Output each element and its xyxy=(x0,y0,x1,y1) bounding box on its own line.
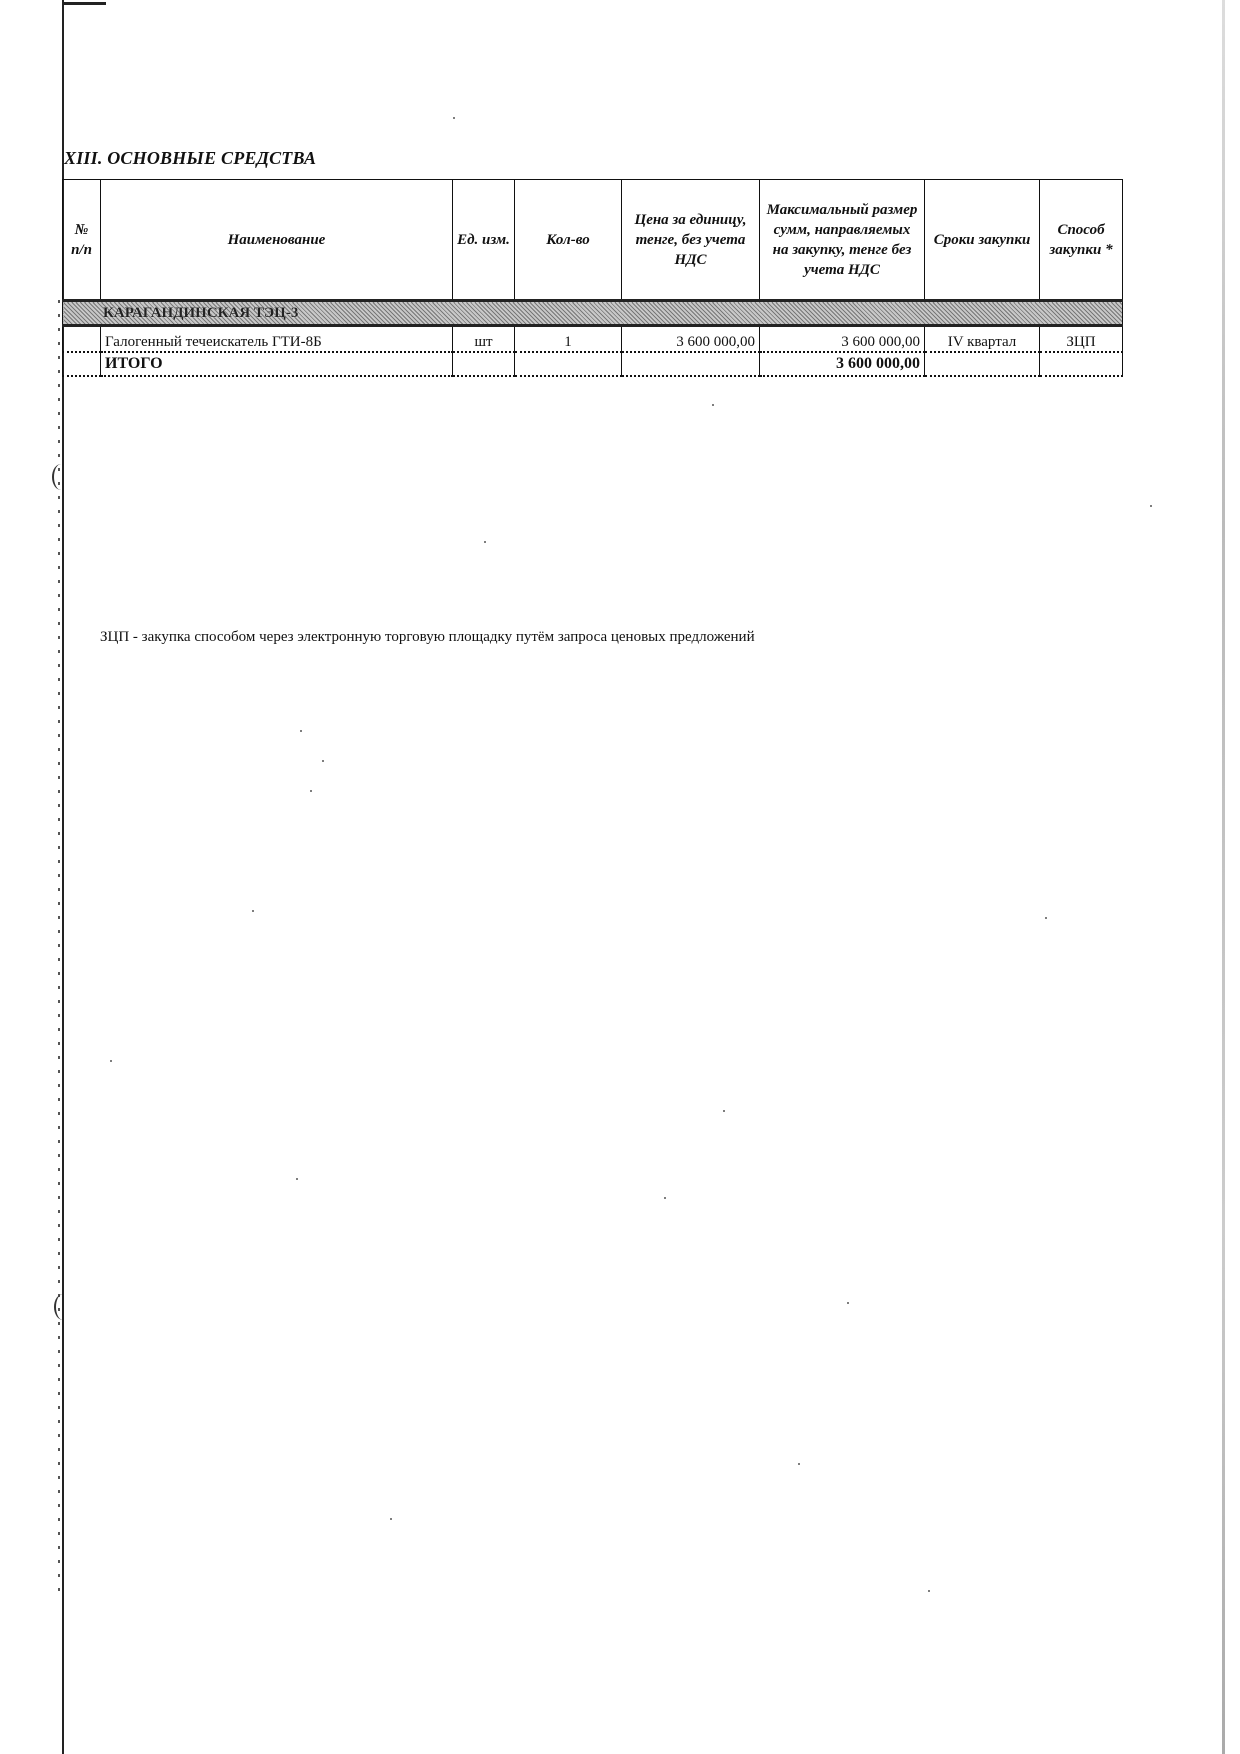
header-qty: Кол-во xyxy=(515,180,622,301)
scan-speck xyxy=(723,1110,725,1112)
cell-unit: шт xyxy=(453,326,515,353)
group-label: КАРАГАНДИНСКАЯ ТЭЦ-3 xyxy=(103,304,299,321)
scan-speck xyxy=(847,1302,849,1304)
scan-speck xyxy=(1045,917,1047,919)
header-price: Цена за единицу, тенге, без учета НДС xyxy=(622,180,760,301)
scan-speck xyxy=(928,1590,930,1592)
scan-speck xyxy=(296,1178,298,1180)
scan-speck xyxy=(798,1463,800,1465)
cell-name: Галогенный течеискатель ГТИ-8Б xyxy=(101,326,453,353)
scan-speck xyxy=(300,730,302,732)
scan-speck xyxy=(484,541,486,543)
scan-speck xyxy=(252,910,254,912)
scan-speck xyxy=(1150,505,1152,507)
group-row xyxy=(63,301,1123,326)
table-header-row xyxy=(63,180,1123,301)
header-method: Способ закупки * xyxy=(1040,180,1123,301)
header-name: Наименование xyxy=(101,180,453,301)
table-row xyxy=(63,326,1123,353)
scan-speck xyxy=(664,1197,666,1199)
group-cell xyxy=(63,301,1123,326)
scan-border-right xyxy=(1222,0,1225,1754)
total-cell-empty xyxy=(515,352,622,376)
total-cell-empty xyxy=(925,352,1040,376)
scan-speck xyxy=(322,760,324,762)
header-max-sum: Максимальный размер сумм, направляемых на закупку, тенге без учета НДС xyxy=(760,180,925,301)
total-row xyxy=(63,352,1123,376)
scan-speck xyxy=(110,1060,112,1062)
cell-method: ЗЦП xyxy=(1040,326,1123,353)
total-max-sum: 3 600 000,00 xyxy=(760,352,925,376)
cell-period: IV квартал xyxy=(925,326,1040,353)
header-num: № п/п xyxy=(63,180,101,301)
total-cell-empty xyxy=(1040,352,1123,376)
scan-speck xyxy=(390,1518,392,1520)
total-cell-empty xyxy=(453,352,515,376)
total-label: ИТОГО xyxy=(101,352,453,376)
total-cell-empty xyxy=(63,352,101,376)
cell-qty: 1 xyxy=(515,326,622,353)
cell-max-sum: 3 600 000,00 xyxy=(760,326,925,353)
scan-speck xyxy=(712,404,714,406)
scan-speck xyxy=(453,117,455,119)
footnote: ЗЦП - закупка способом через электронную торговую площадку путём запроса ценовых предложений xyxy=(100,629,755,645)
binding-margin-marks xyxy=(58,300,60,1600)
punch-hole-mark xyxy=(52,464,70,490)
header-period: Сроки закупки xyxy=(925,180,1040,301)
procurement-table xyxy=(62,179,1123,377)
punch-hole-mark xyxy=(54,1294,72,1320)
cell-num xyxy=(63,326,101,353)
total-cell-empty xyxy=(622,352,760,376)
section-title: XIII. ОСНОВНЫЕ СРЕДСТВА xyxy=(64,148,317,168)
scan-border-top xyxy=(62,2,106,5)
cell-price: 3 600 000,00 xyxy=(622,326,760,353)
header-unit: Ед. изм. xyxy=(453,180,515,301)
scan-speck xyxy=(310,790,312,792)
